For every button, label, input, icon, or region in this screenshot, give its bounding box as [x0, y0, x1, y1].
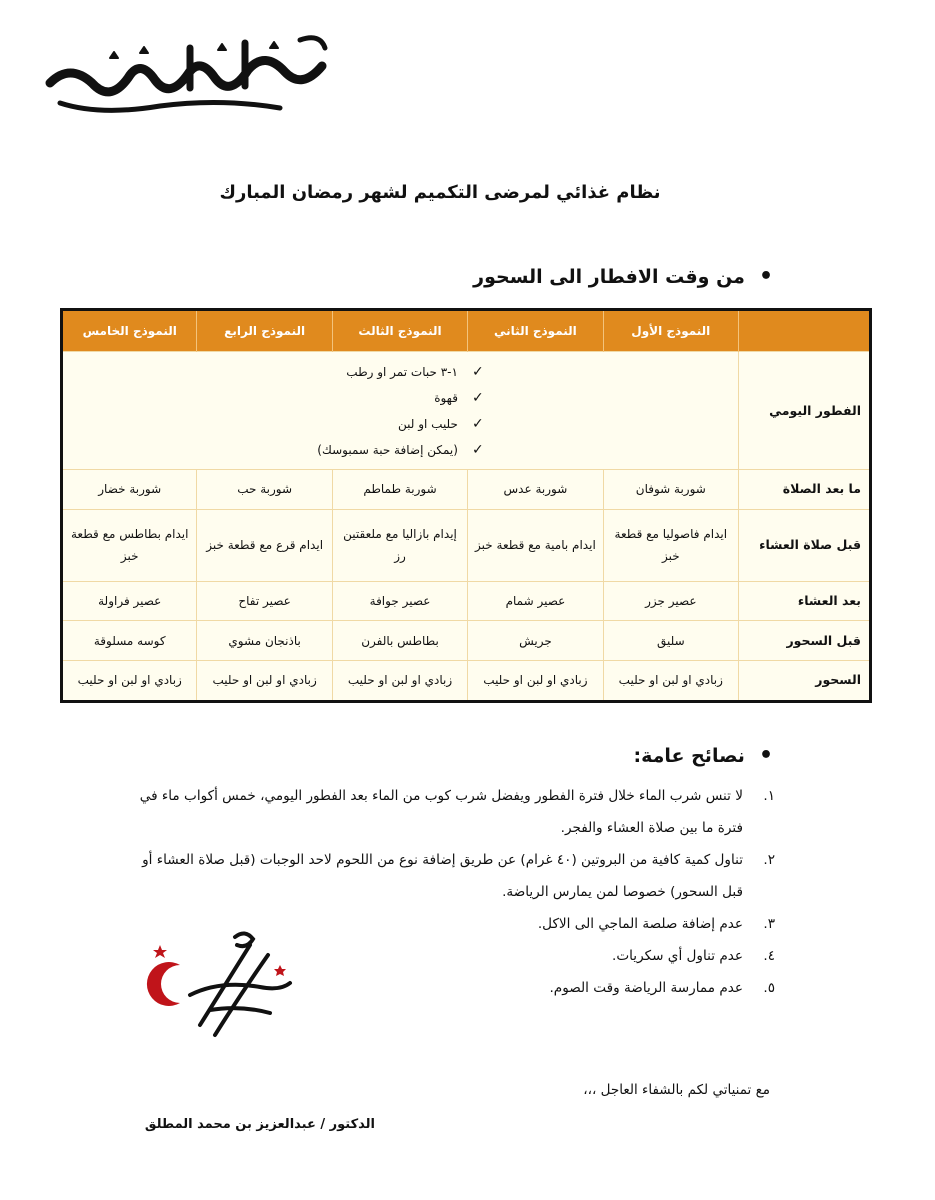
table-cell: عصير فراولة: [62, 581, 197, 621]
list-item: [135, 844, 775, 908]
table-cell: عصير جوافة: [332, 581, 467, 621]
table-header-model-2: النموذج الثاني: [468, 310, 603, 352]
list-item: [317, 437, 483, 463]
table-cell: عصير تفاح: [197, 581, 332, 621]
tip-text: تناول كمية كافية من البروتين (٤٠ غرام) عن طريق إضافة نوع من اللحوم لاحد الوجبات (قبل صلاة العشاء أو قبل السحور) خصوصا لمن يمارس الرياضة.: [142, 852, 743, 900]
table-cell: كوسه مسلوقة: [62, 621, 197, 661]
section-heading-iftar-to-suhoor: [473, 266, 773, 288]
table-header-model-1: النموذج الأول: [603, 310, 738, 352]
table-cell: زبادي او لبن او حليب: [603, 660, 738, 701]
ramadan-kareem-calligraphy-icon: [40, 28, 330, 118]
checkmark-icon: ✓: [471, 441, 484, 458]
iftar-item-text: ١-٣ حبات تمر او رطب: [346, 364, 458, 379]
table-header-model-3: النموذج الثالث: [332, 310, 467, 352]
row-label: قبل السحور: [739, 621, 871, 661]
table-cell: زبادي او لبن او حليب: [197, 660, 332, 701]
table-cell: ايدام بطاطس مع قطعة خبز: [62, 509, 197, 581]
doctor-signature: الدكتور / عبدالعزيز بن محمد المطلق: [144, 1117, 375, 1132]
list-item: [317, 385, 483, 411]
checkmark-icon: ✓: [471, 389, 484, 406]
iftar-item-text: قهوة: [434, 390, 458, 405]
tip-number: ٢.: [763, 852, 775, 868]
tip-text: عدم تناول أي سكريات.: [612, 948, 743, 964]
closing-text: مع تمنياتي لكم بالشفاء العاجل ،،،: [583, 1082, 770, 1098]
tip-number: ١.: [763, 788, 775, 804]
table-header-model-5: النموذج الخامس: [62, 310, 197, 352]
table-cell: شوربة عدس: [468, 470, 603, 510]
daily-iftar-cell: [62, 352, 739, 470]
ramadan-kareem-logo: [40, 28, 330, 118]
section-heading-general-tips: [634, 745, 774, 767]
table-row: [62, 621, 871, 661]
page-title: نظام غذائي لمرضى التكميم لشهر رمضان المبارك: [219, 182, 661, 203]
list-item: [317, 359, 483, 385]
table-cell: ايدام بامية مع قطعة خبز: [468, 509, 603, 581]
table-cell: زبادي او لبن او حليب: [332, 660, 467, 701]
row-label: بعد العشاء: [739, 581, 871, 621]
row-label-daily-iftar: الفطور اليومي: [739, 352, 871, 470]
section-heading-text: من وقت الافطار الى السحور: [473, 266, 745, 288]
iftar-item-text: (يمكن إضافة حبة سمبوسك): [317, 442, 458, 457]
table-cell: ايدام قرع مع قطعة خبز: [197, 509, 332, 581]
iftar-items-list: [317, 359, 483, 463]
table-header-blank: [739, 310, 871, 352]
bullet-icon: •: [758, 743, 773, 768]
table-row-daily-iftar: [62, 352, 871, 470]
tip-number: ٣.: [763, 916, 775, 932]
tip-text: لا تنس شرب الماء خلال فترة الفطور ويفضل شرب كوب من الماء بعد الفطور اليومي، خمس أكواب ماء في فترة ما بين صلاة العشاء والفجر.: [139, 788, 743, 836]
table-row: [62, 581, 871, 621]
row-label: السحور: [739, 660, 871, 701]
list-item: [317, 411, 483, 437]
section-heading-text: نصائح عامة:: [633, 745, 745, 767]
bullet-icon: •: [758, 264, 773, 289]
table-cell: شوربة طماطم: [332, 470, 467, 510]
table-cell: باذنجان مشوي: [197, 621, 332, 661]
checkmark-icon: ✓: [471, 415, 484, 432]
tip-number: ٥.: [763, 980, 775, 996]
table-cell: جريش: [468, 621, 603, 661]
table-cell: شوربة شوفان: [603, 470, 738, 510]
table-cell: زبادي او لبن او حليب: [468, 660, 603, 701]
tip-number: ٤.: [763, 948, 775, 964]
meal-plan-table: [60, 308, 872, 703]
table-cell: شوربة خضار: [62, 470, 197, 510]
table-row: [62, 470, 871, 510]
table-header-model-4: النموذج الرابع: [197, 310, 332, 352]
crescent-icon: [147, 962, 180, 1006]
row-label: ما بعد الصلاة: [739, 470, 871, 510]
table-row: [62, 509, 871, 581]
iftar-item-text: حليب او لبن: [397, 416, 458, 431]
table-cell: ايدام فاصوليا مع قطعة خبز: [603, 509, 738, 581]
list-item: [135, 780, 775, 844]
table-cell: زبادي او لبن او حليب: [62, 660, 197, 701]
table-row: [62, 660, 871, 701]
table-cell: سليق: [603, 621, 738, 661]
ramadan-calligraphy-decoration: [140, 925, 300, 1050]
table-cell: شوربة حب: [197, 470, 332, 510]
table-cell: عصير شمام: [468, 581, 603, 621]
crescent-calligraphy-icon: [140, 925, 300, 1050]
table-cell: عصير جزر: [603, 581, 738, 621]
tip-text: عدم ممارسة الرياضة وقت الصوم.: [549, 980, 743, 996]
row-label: قبل صلاة العشاء: [739, 509, 871, 581]
table-cell: بطاطس بالفرن: [332, 621, 467, 661]
table-cell: إيدام بازاليا مع ملعقتين رز: [332, 509, 467, 581]
tip-text: عدم إضافة صلصة الماجي الى الاكل.: [537, 916, 743, 932]
table-header-row: [62, 310, 871, 352]
checkmark-icon: ✓: [471, 363, 484, 380]
